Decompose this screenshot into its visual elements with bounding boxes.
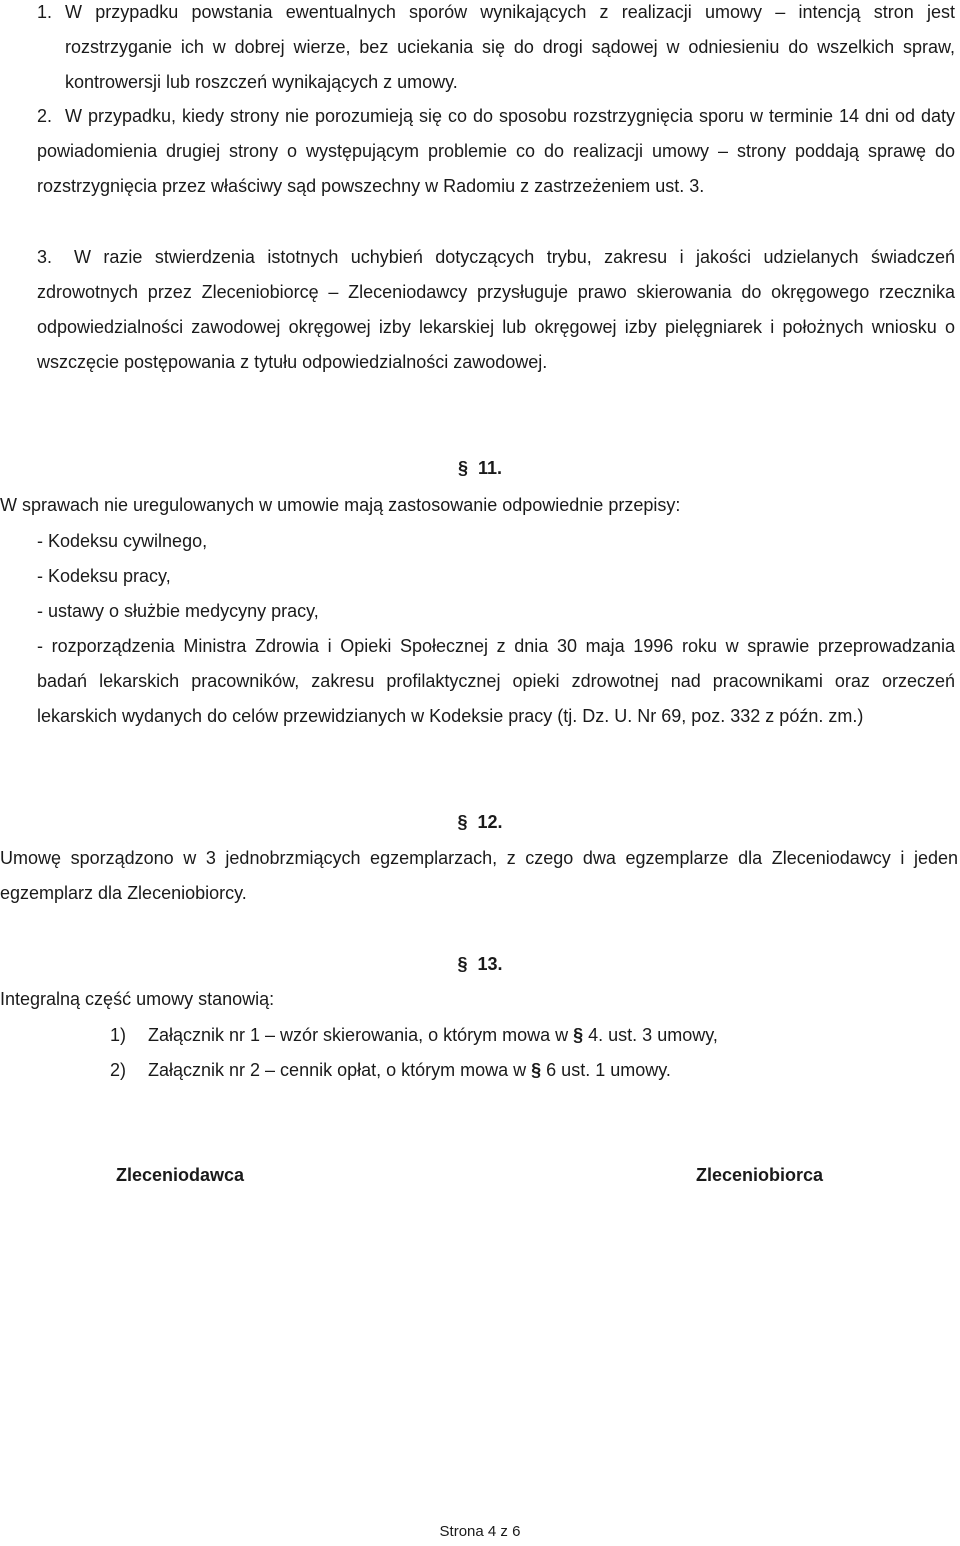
section-sign: § xyxy=(457,954,468,974)
annex-text: Załącznik nr 2 – cennik opłat, o którym mowa w xyxy=(148,1060,532,1080)
signature-client: Zleceniodawca xyxy=(116,1165,245,1185)
annex-number: 1) xyxy=(110,1025,127,1045)
point-3-number: 3. xyxy=(37,247,53,267)
law-item: - ustawy o służbie medycyny pracy, xyxy=(37,601,319,621)
section-sign: § xyxy=(531,1060,542,1080)
point-1-text: W przypadku powstania ewentualnych sporów wynikających z realizacji umowy – intencją stron jest rozstrzyganie ich w dobrej wierze, bez uciekania się do drogi sądowej w odniesieniu do wszelkich spraw, kontrowersji lub roszczeń wynikających z umowy. xyxy=(65,2,955,92)
annex-item-1 xyxy=(110,1018,718,1053)
annex-reference: 6 ust. 1 umowy. xyxy=(541,1060,671,1080)
point-3-text: W razie stwierdzenia istotnych uchybień dotyczących trybu, zakresu i jakości udzielanych świadczeń zdrowotnych przez Zleceniobiorcę – Zleceniodawcy przysługuje prawo skierowania do okręgowego rzecznika odpowiedzialności zawodowej okręgowej izby lekarskiej lub okręgowej izby pielęgniarek i położnych wniosku o wszczęcie postępowania z tytułu odpowiedzialności zawodowej. xyxy=(37,247,955,372)
point-1-number: 1. xyxy=(37,2,53,22)
annex-text: Załącznik nr 1 – wzór skierowania, o którym mowa w xyxy=(148,1025,574,1045)
annex-item-2 xyxy=(110,1053,671,1088)
law-item: - Kodeksu cywilnego, xyxy=(37,531,208,551)
regulation-item: - rozporządzenia Ministra Zdrowia i Opieki Społecznej z dnia 30 maja 1996 roku w sprawie przeprowadzania badań lekarskich pracowników, zakresu profilaktycznej opieki zdrowotnej nad pracownikami oraz orzeczeń lekarskich wydanych do celów przewidzianych w Kodeksie pracy (tj. Dz. U. Nr 69, poz. 332 z późn. zm.) xyxy=(37,636,955,726)
point-2 xyxy=(37,99,955,204)
annex-reference: 4. ust. 3 umowy, xyxy=(583,1025,718,1045)
section-13-number: 13. xyxy=(477,954,503,974)
section-12-text: Umowę sporządzono w 3 jednobrzmiących egzemplarzach, z czego dwa egzemplarze dla Zleceniodawcy i jeden egzemplarz dla Zleceniobiorcy. xyxy=(0,848,958,903)
point-3 xyxy=(37,240,955,380)
point-2-text: W przypadku, kiedy strony nie porozumieją się co do sposobu rozstrzygnięcia sporu w terminie 14 dni od daty powiadomienia drugiej strony o występującym problemie co do realizacji umowy – strony poddają sprawę do rozstrzygnięcia przez właściwy sąd powszechny w Radomiu z zastrzeżeniem ust. 3. xyxy=(37,106,955,196)
section-11-heading xyxy=(0,451,960,486)
section-13-intro: Integralną część umowy stanowią: xyxy=(0,989,275,1009)
signature-contractor: Zleceniobiorca xyxy=(696,1165,824,1185)
section-sign: § xyxy=(457,458,468,478)
point-1 xyxy=(37,0,955,100)
section-sign: § xyxy=(457,812,468,832)
section-12-number: 12. xyxy=(477,812,503,832)
section-sign: § xyxy=(573,1025,584,1045)
section-11-number: 11. xyxy=(477,458,503,478)
point-2-number: 2. xyxy=(37,106,53,126)
law-item: - Kodeksu pracy, xyxy=(37,566,171,586)
section-13-heading xyxy=(0,947,960,982)
page-footer: Strona 4 z 6 xyxy=(439,1523,521,1540)
section-11-intro: W sprawach nie uregulowanych w umowie mają zastosowanie odpowiednie przepisy: xyxy=(0,495,681,515)
annex-number: 2) xyxy=(110,1060,127,1080)
section-12-heading xyxy=(0,805,960,840)
